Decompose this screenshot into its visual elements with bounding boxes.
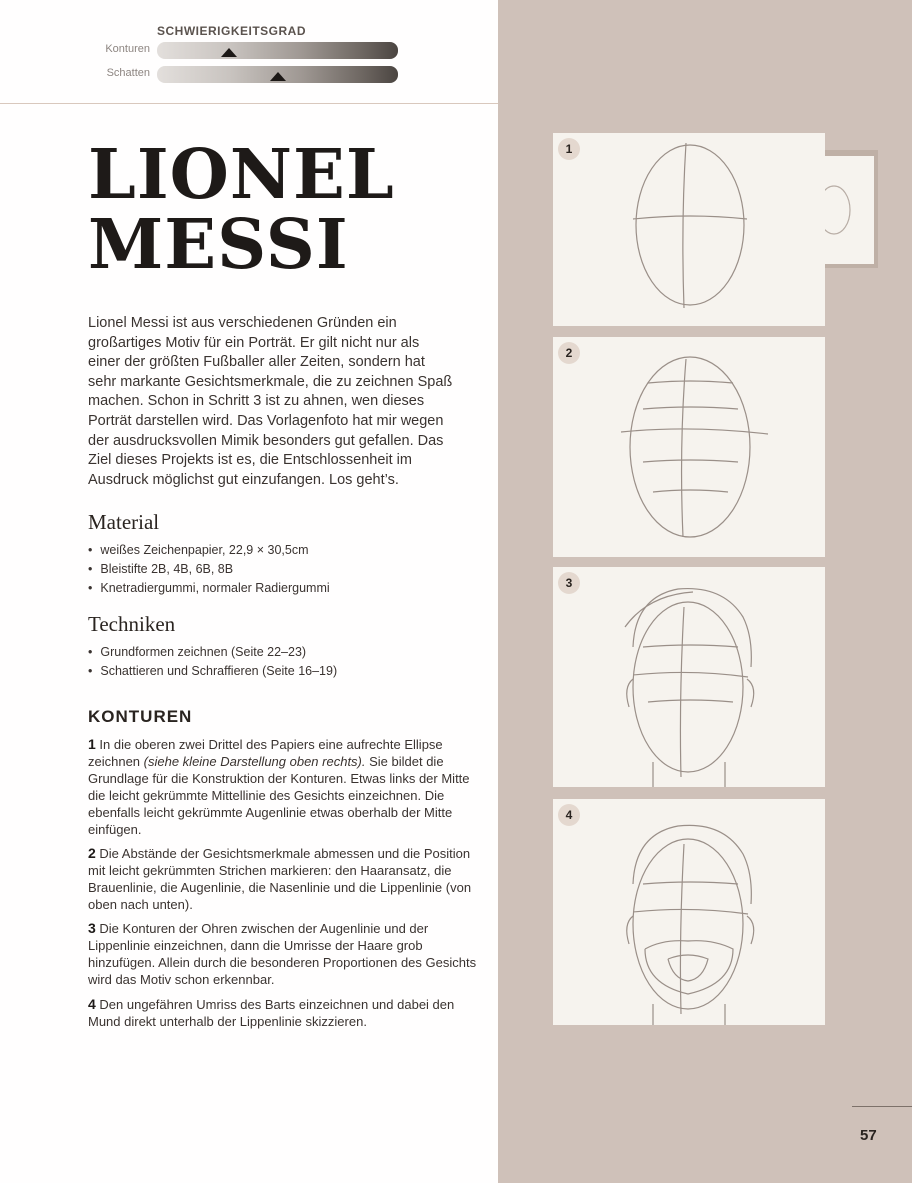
step-text: Sie bildet die Grundlage für die Konstruktion der Konturen. Etwas links der Mitte die leicht gekrümmte Mittellinie des Gesichts einzeichnen. Die ebenfalls leicht gekrümmte Augenlinie etwas oberhalb der Mitte einfügen. (88, 754, 470, 837)
difficulty-marker (270, 72, 286, 81)
intro-paragraph: Lionel Messi ist aus verschiedenen Gründen ein großartiges Motiv für ein Porträt. Er gilt nicht nur als einer der größten Fußballer aller Zeiten, sondern hat sehr markante Gesichtsmerkmale, die zu zeichnen Spaß machen. Schon in Schritt 3 ist zu ahnen, wen dieses Porträt darstellen wird. Das Vorlagenfoto hat mir wegen der ausdrucksvollen Mimik besonders gut gefallen. Das Ziel dieses Projekts ist es, die Entschlossenheit im Ausdruck möglichst gut einzufangen. Los geht’s. (88, 315, 453, 488)
step-text: Die Konturen der Ohren zwischen der Augenlinie und der Lippenlinie einzeichnen, dann die Umrisse der Haare grob hinzufügen. Allein durch die besonderen Proportionen des Gesichts wird das Motiv schon erkennbar. (88, 921, 477, 987)
sketch-step-4 (553, 799, 825, 1025)
step-number: 4 (88, 996, 96, 1012)
difficulty-heading: SCHWIERIGKEITSGRAD (157, 24, 307, 38)
step-2 (88, 845, 480, 913)
step-3 (88, 920, 480, 988)
step-number: 2 (88, 845, 96, 861)
header-divider (0, 103, 498, 104)
difficulty-marker (221, 48, 237, 57)
step-panel-2 (553, 337, 825, 557)
page-title (88, 135, 395, 285)
list-item: • weißes Zeichenpapier, 22,9 × 30,5cm (88, 541, 330, 560)
step-1 (88, 736, 480, 838)
list-item: • Knetradiergummi, normaler Radiergummi (88, 579, 330, 598)
difficulty-label-schatten: Schatten (106, 67, 150, 79)
difficulty-bar-konturen (157, 42, 398, 59)
step-text: In die oberen zwei Drittel des Papiers eine aufrechte Ellipse zeichnen (88, 737, 443, 769)
step-number: 1 (88, 736, 96, 752)
techniken-list (88, 643, 337, 681)
step-badge: 2 (558, 342, 580, 364)
techniken-heading: Techniken (88, 612, 176, 636)
konturen-heading: KONTUREN (88, 707, 193, 726)
step-text: Den ungefähren Umriss des Barts einzeichnen und dabei den Mund direkt unterhalb der Lippenlinie skizzieren. (88, 997, 455, 1029)
step-number: 3 (88, 920, 96, 936)
list-item: • Grundformen zeichnen (Seite 22–23) (88, 643, 337, 662)
step-badge: 4 (558, 804, 580, 826)
sketch-step-2 (553, 337, 825, 557)
title-line-1: LIONEL (88, 135, 395, 215)
step-panel-1 (553, 133, 825, 326)
title-line-2: MESSI (88, 205, 349, 285)
difficulty-label-konturen: Konturen (105, 43, 150, 55)
list-item: • Schattieren und Schraffieren (Seite 16–19) (88, 662, 337, 681)
sketch-step-3 (553, 567, 825, 787)
material-heading: Material (88, 510, 160, 534)
difficulty-bar-schatten (157, 66, 398, 83)
step-badge: 1 (558, 138, 580, 160)
material-list (88, 541, 330, 598)
step-text-emphasis: (siehe kleine Darstellung oben rechts). (143, 754, 366, 769)
step-4 (88, 996, 480, 1030)
step-text: Die Abstände der Gesichtsmerkmale abmessen und die Position mit leicht gekrümmten Strichen markieren: den Haaransatz, die Brauenlinie, die Augenlinie, die Nasenlinie und die Lippenlinie (von oben nach unten). (88, 846, 472, 912)
sketch-step-1 (553, 133, 825, 326)
list-item: • Bleistifte 2B, 4B, 6B, 8B (88, 560, 330, 579)
step-panel-3 (553, 567, 825, 787)
step-panel-4 (553, 799, 825, 1025)
page-number: 57 (860, 1127, 877, 1144)
page-number-rule (852, 1106, 912, 1107)
step-badge: 3 (558, 572, 580, 594)
